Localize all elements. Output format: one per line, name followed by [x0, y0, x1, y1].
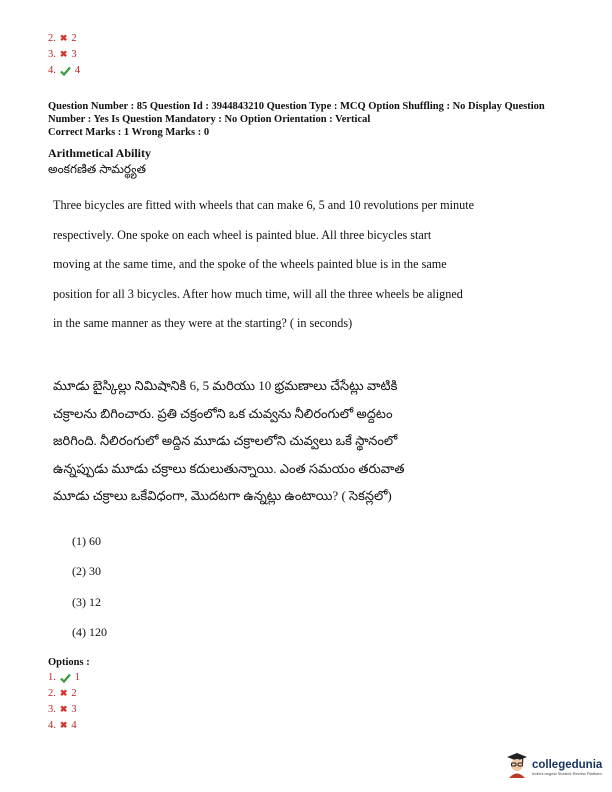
option-number: 4. — [48, 720, 56, 731]
option-value: 3 — [71, 49, 77, 60]
option-number: 2. — [48, 688, 56, 699]
answer-choice-4[interactable]: (4) 120 — [72, 625, 107, 639]
option-number: 3. — [48, 704, 56, 715]
meta-line-3: Correct Marks : 1 Wrong Marks : 0 — [48, 127, 210, 138]
question-line: position for all 3 bicycles. After how much time, will all the three wheels be aligned — [53, 286, 463, 301]
wrong-icon: ✖ — [59, 33, 68, 43]
answer-choice-3[interactable]: (3) 12 — [72, 595, 101, 609]
question-line: మూడు బైస్కిల్లు నిమిషానికి 6, 5 మరియు 10 భ్రమణాలు చేసేట్లు వాటికి — [53, 378, 398, 393]
prev-option-3 — [48, 49, 77, 60]
question-text-english — [53, 191, 513, 339]
correct-icon — [60, 66, 71, 76]
option-number: 4. — [48, 65, 56, 76]
option-value: 4 — [74, 65, 81, 76]
section-title: Arithmetical Ability — [48, 146, 151, 160]
option-1 — [48, 672, 80, 683]
logo-title: collegedunia — [532, 759, 603, 771]
options-heading: Options : — [48, 657, 90, 668]
option-value: 2 — [71, 688, 77, 699]
prev-option-4 — [48, 65, 80, 76]
option-number: 2. — [48, 33, 56, 44]
question-line: మూడు చక్రాలు ఒకేవిధంగా, మొదటగా ఉన్నట్లు ఉంటాయి? ( సెకన్లలో) — [53, 488, 392, 504]
question-text-telugu — [53, 372, 513, 510]
option-4 — [48, 720, 77, 731]
wrong-icon: ✖ — [59, 49, 68, 59]
logo-text — [532, 759, 602, 776]
option-value: 4 — [71, 720, 77, 731]
logo-subtitle: India's largest Student Review Platform — [532, 771, 602, 776]
meta-line-1: Question Number : 85 Question Id : 3944843210 Question Type : MCQ Option Shuffling : No Display Question — [48, 101, 545, 112]
collegedunia-logo[interactable] — [506, 752, 602, 783]
graduate-avatar-icon — [506, 752, 528, 783]
wrong-icon: ✖ — [59, 704, 68, 714]
prev-option-2 — [48, 33, 77, 44]
section-title-telugu: అంకగణిత సామర్థ్యత — [48, 162, 146, 176]
correct-icon — [60, 673, 71, 683]
wrong-icon: ✖ — [59, 720, 68, 730]
meta-line-2: Number : Yes Is Question Mandatory : No Option Orientation : Vertical — [48, 114, 371, 125]
option-value: 1 — [74, 672, 81, 683]
option-number: 3. — [48, 49, 56, 60]
question-line: Three bicycles are fitted with wheels that can make 6, 5 and 10 revolutions per minute — [53, 198, 475, 212]
option-2 — [48, 688, 77, 699]
question-line: moving at the same time, and the spoke of the wheels painted blue is in the same — [53, 257, 447, 272]
option-value: 3 — [71, 704, 77, 715]
question-meta — [48, 100, 608, 139]
option-value: 2 — [71, 33, 77, 44]
answer-choice-1[interactable]: (1) 60 — [72, 534, 101, 548]
question-line: respectively. One spoke on each wheel is painted blue. All three bicycles start — [53, 227, 432, 242]
question-line: చక్రాలను బిగించారు. ప్రతి చక్రంలోని ఒక చువ్వను నీలిరంగులో అద్దటం — [53, 405, 393, 421]
wrong-icon: ✖ — [59, 688, 68, 698]
question-line: జరిగింది. నీలిరంగులో అద్దిన మూడు చక్రాలలోని చువ్వలు ఒకే స్థానంలో — [53, 433, 398, 449]
question-line: in the same manner as they were at the starting? ( in seconds) — [53, 316, 353, 331]
question-line: ఉన్నప్పుడు మూడు చక్రాలు కదులుతున్నాయి. ఎంత సమయం తరువాత — [53, 460, 405, 476]
answer-choice-2[interactable]: (2) 30 — [72, 564, 101, 578]
option-3 — [48, 704, 77, 715]
option-number: 1. — [48, 672, 56, 683]
